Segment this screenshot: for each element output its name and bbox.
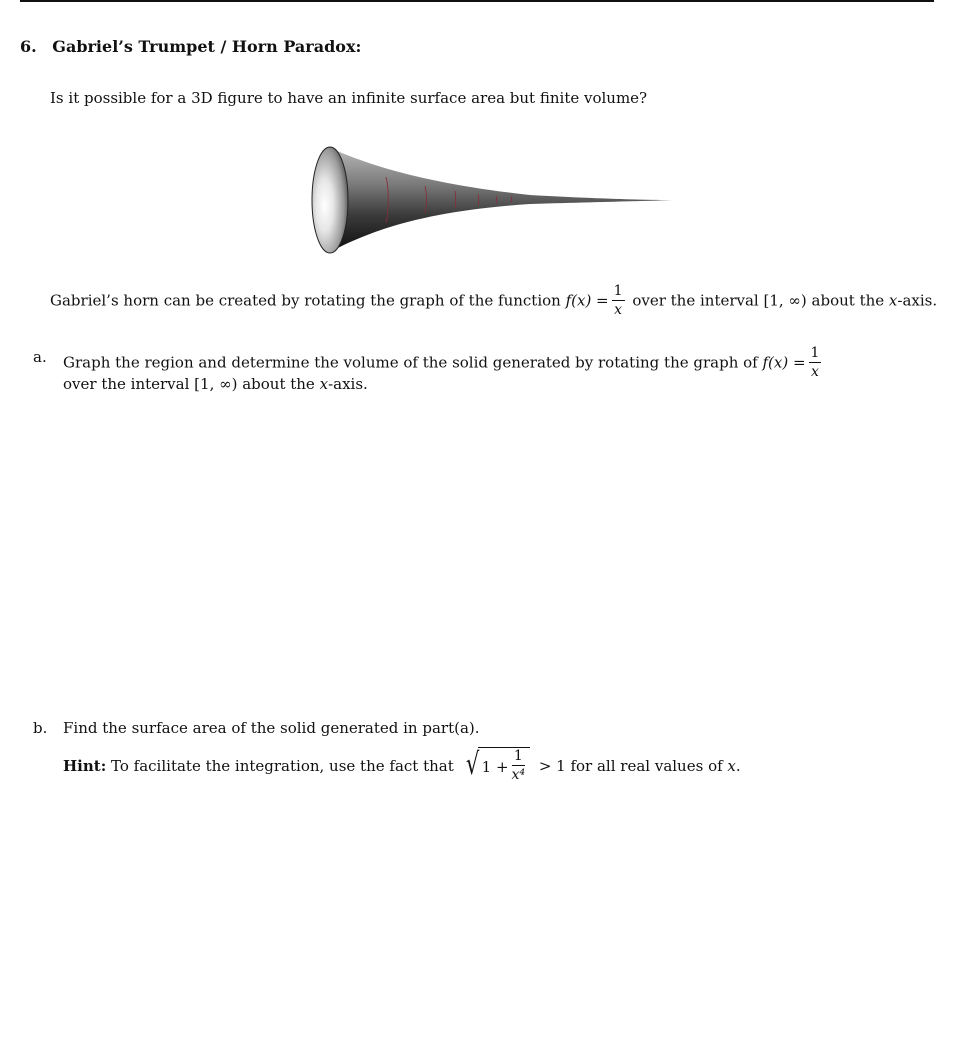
horn-description bbox=[50, 285, 937, 318]
part-a-text: Graph the region and determine the volume of the solid generated by rotating the graph of bbox=[63, 353, 763, 372]
part-a-line2 bbox=[63, 374, 368, 394]
square-root-expression bbox=[463, 747, 531, 783]
top-rule bbox=[20, 0, 934, 2]
problem-title: Gabriel’s Trumpet / Horn Paradox: bbox=[52, 37, 362, 56]
fraction-denominator: x⁴ bbox=[511, 767, 526, 783]
part-a-label: a. bbox=[33, 348, 47, 366]
axis-suffix: -axis. bbox=[897, 291, 938, 310]
fraction-numerator: 1 bbox=[810, 345, 820, 361]
hint-suffix: > 1 for all real values of bbox=[534, 757, 728, 775]
hint-label: Hint: bbox=[63, 757, 107, 775]
gabriels-horn-figure bbox=[300, 140, 680, 260]
fraction-denominator: x bbox=[614, 302, 623, 318]
horn-bell-opening bbox=[312, 147, 348, 253]
radicand-prefix: 1 + bbox=[481, 757, 509, 776]
fraction-numerator: 1 bbox=[512, 749, 526, 766]
fraction bbox=[612, 284, 625, 317]
hint-text: To facilitate the integration, use the fact that bbox=[106, 757, 459, 775]
axis-suffix: -axis. bbox=[328, 375, 368, 393]
part-a-interval-text: over the interval [1, ∞) about the bbox=[63, 375, 320, 393]
fraction-denominator: x bbox=[811, 364, 819, 380]
horn-body bbox=[330, 148, 672, 252]
hint-fraction bbox=[512, 749, 526, 782]
part-a-function: f(x) = bbox=[762, 353, 806, 372]
function-expression: f(x) = bbox=[565, 291, 609, 310]
axis-variable: x bbox=[319, 375, 329, 393]
hint-end: . bbox=[735, 757, 741, 775]
hint-variable: x bbox=[727, 757, 736, 775]
fraction-numerator: 1 bbox=[613, 283, 623, 299]
part-a-fraction bbox=[809, 346, 822, 379]
radicand bbox=[478, 747, 530, 783]
part-b-line1: Find the surface area of the solid generated in part(a). bbox=[63, 719, 480, 737]
axis-variable: x bbox=[888, 291, 898, 310]
problem-heading bbox=[20, 37, 361, 56]
part-b-hint bbox=[63, 749, 741, 785]
problem-number: 6. bbox=[20, 37, 37, 56]
interval-text: over the interval [1, ∞) about the bbox=[627, 291, 889, 310]
part-b-label: b. bbox=[33, 719, 48, 737]
description-text: Gabriel’s horn can be created by rotating the graph of the function bbox=[50, 291, 566, 310]
radical-sign: √ bbox=[465, 747, 479, 782]
intro-question: Is it possible for a 3D figure to have an infinite surface area but finite volume? bbox=[50, 89, 648, 107]
